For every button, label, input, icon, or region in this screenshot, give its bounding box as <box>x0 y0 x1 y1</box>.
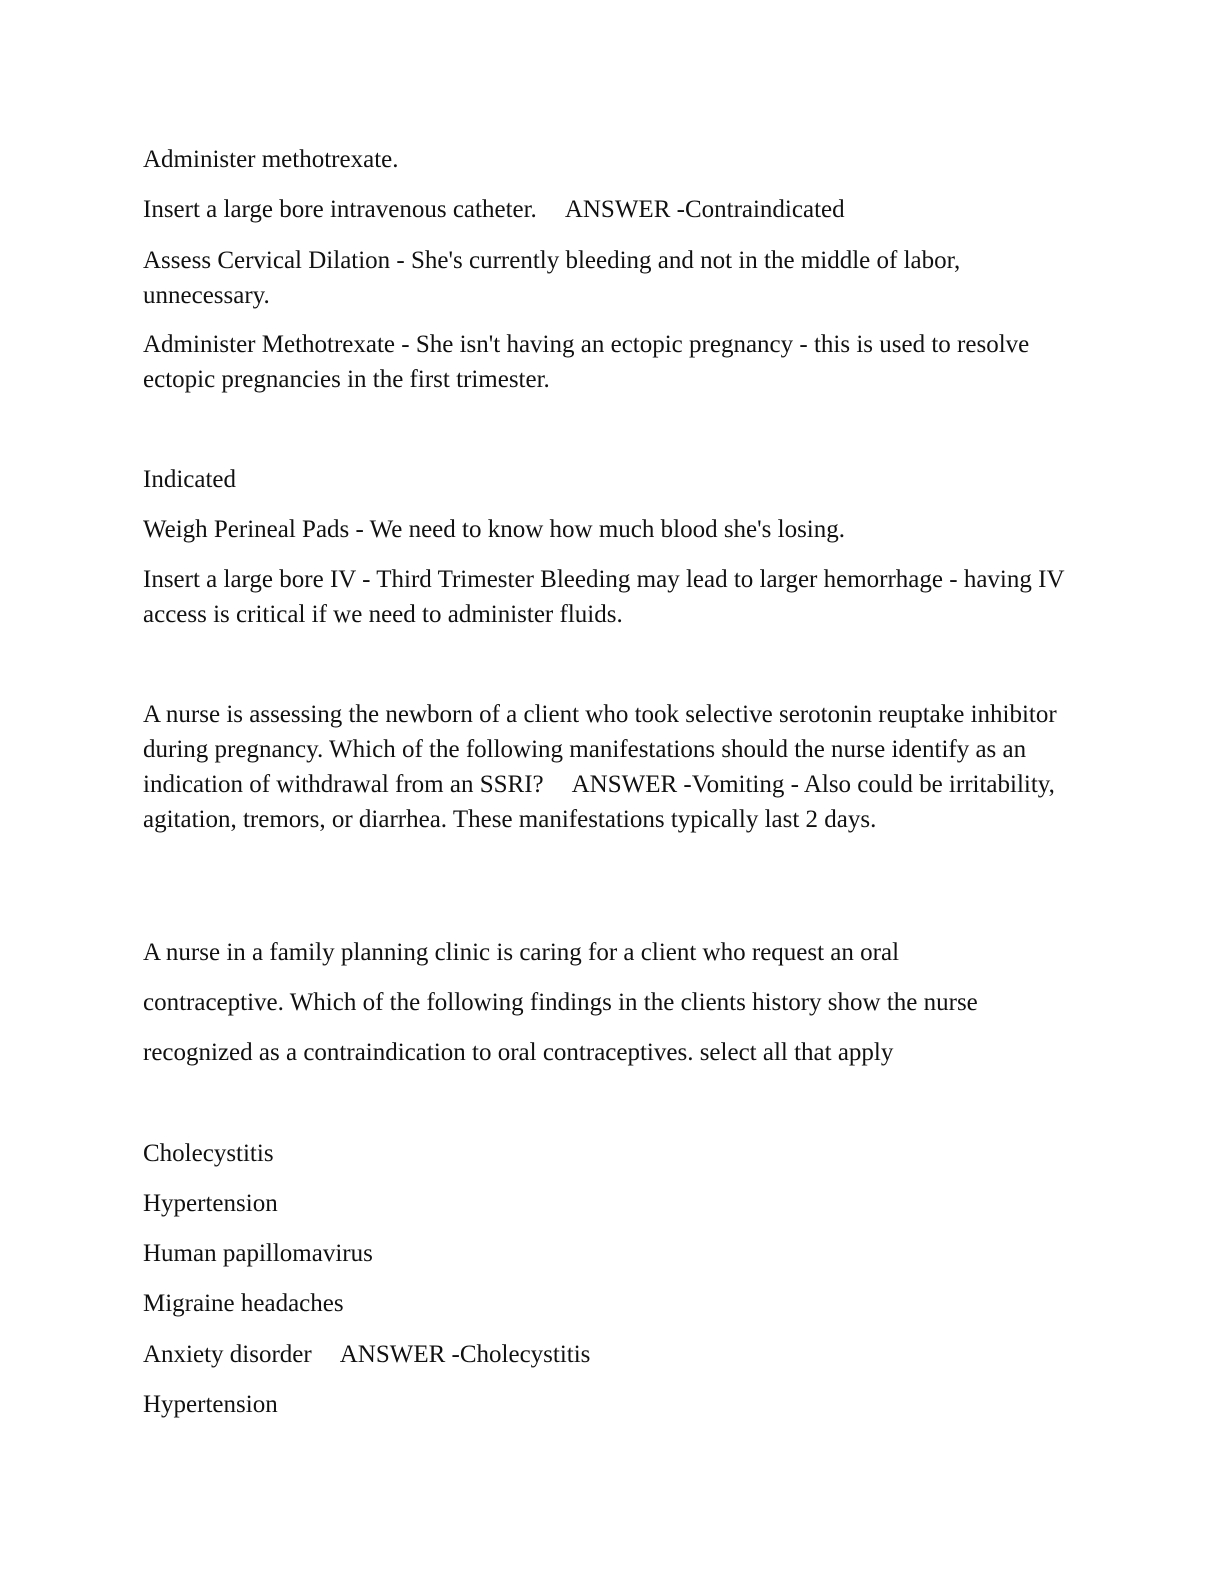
option-item: Cholecystitis <box>143 1140 274 1167</box>
option-insert-catheter <box>143 192 1083 227</box>
option-item: Human papillomavirus <box>143 1240 373 1267</box>
option-item: Hypertension <box>143 1190 278 1217</box>
explanation-cervical-dilation: Assess Cervical Dilation - She's currently bleeding and not in the middle of labor, unnecessary. <box>143 247 967 309</box>
question-ssri-withdrawal <box>143 697 1083 837</box>
explanation-weigh-pads: Weigh Perineal Pads - We need to know how much blood she's losing. <box>143 516 846 543</box>
answer-continuation: Hypertension <box>143 1391 278 1418</box>
question-oral-contraceptive-line-1: A nurse in a family planning clinic is caring for a client who request an oral <box>143 939 900 966</box>
question-oral-contraceptive-line-2: contraceptive. Which of the following findings in the clients history show the nurse <box>143 989 978 1016</box>
option-administer-methotrexate: Administer methotrexate. <box>143 146 399 173</box>
answer-text: ANSWER -Cholecystitis <box>339 1341 591 1368</box>
option-text: Anxiety disorder <box>143 1341 312 1368</box>
question-oral-contraceptive-line-3: recognized as a contraindication to oral contraceptives. select all that apply <box>143 1039 894 1066</box>
option-text: Insert a large bore intravenous catheter. <box>143 196 537 223</box>
answer-text: ANSWER -Vomiting - Also could be irritability, agitation, tremors, or diarrhea. These manifestations typically last 2 days. <box>143 771 1062 833</box>
answer-text: ANSWER -Contraindicated <box>564 196 845 223</box>
explanation-large-bore-iv: Insert a large bore IV - Third Trimester Bleeding may lead to larger hemorrhage - having IV access is critical if we need to administer fluids. <box>143 566 1071 628</box>
explanation-methotrexate: Administer Methotrexate - She isn't having an ectopic pregnancy - this is used to resolve ectopic pregnancies in the first trimester. <box>143 331 1036 393</box>
option-item: Migraine headaches <box>143 1290 344 1317</box>
option-item-with-answer <box>143 1337 1083 1372</box>
question-text: A nurse is assessing the newborn of a client who took selective serotonin reuptake inhibitor during pregnancy. Which of the following manifestations should the nurse identify as an indication of withdrawal from an SSRI? <box>143 701 1063 798</box>
section-heading-indicated: Indicated <box>143 466 237 493</box>
